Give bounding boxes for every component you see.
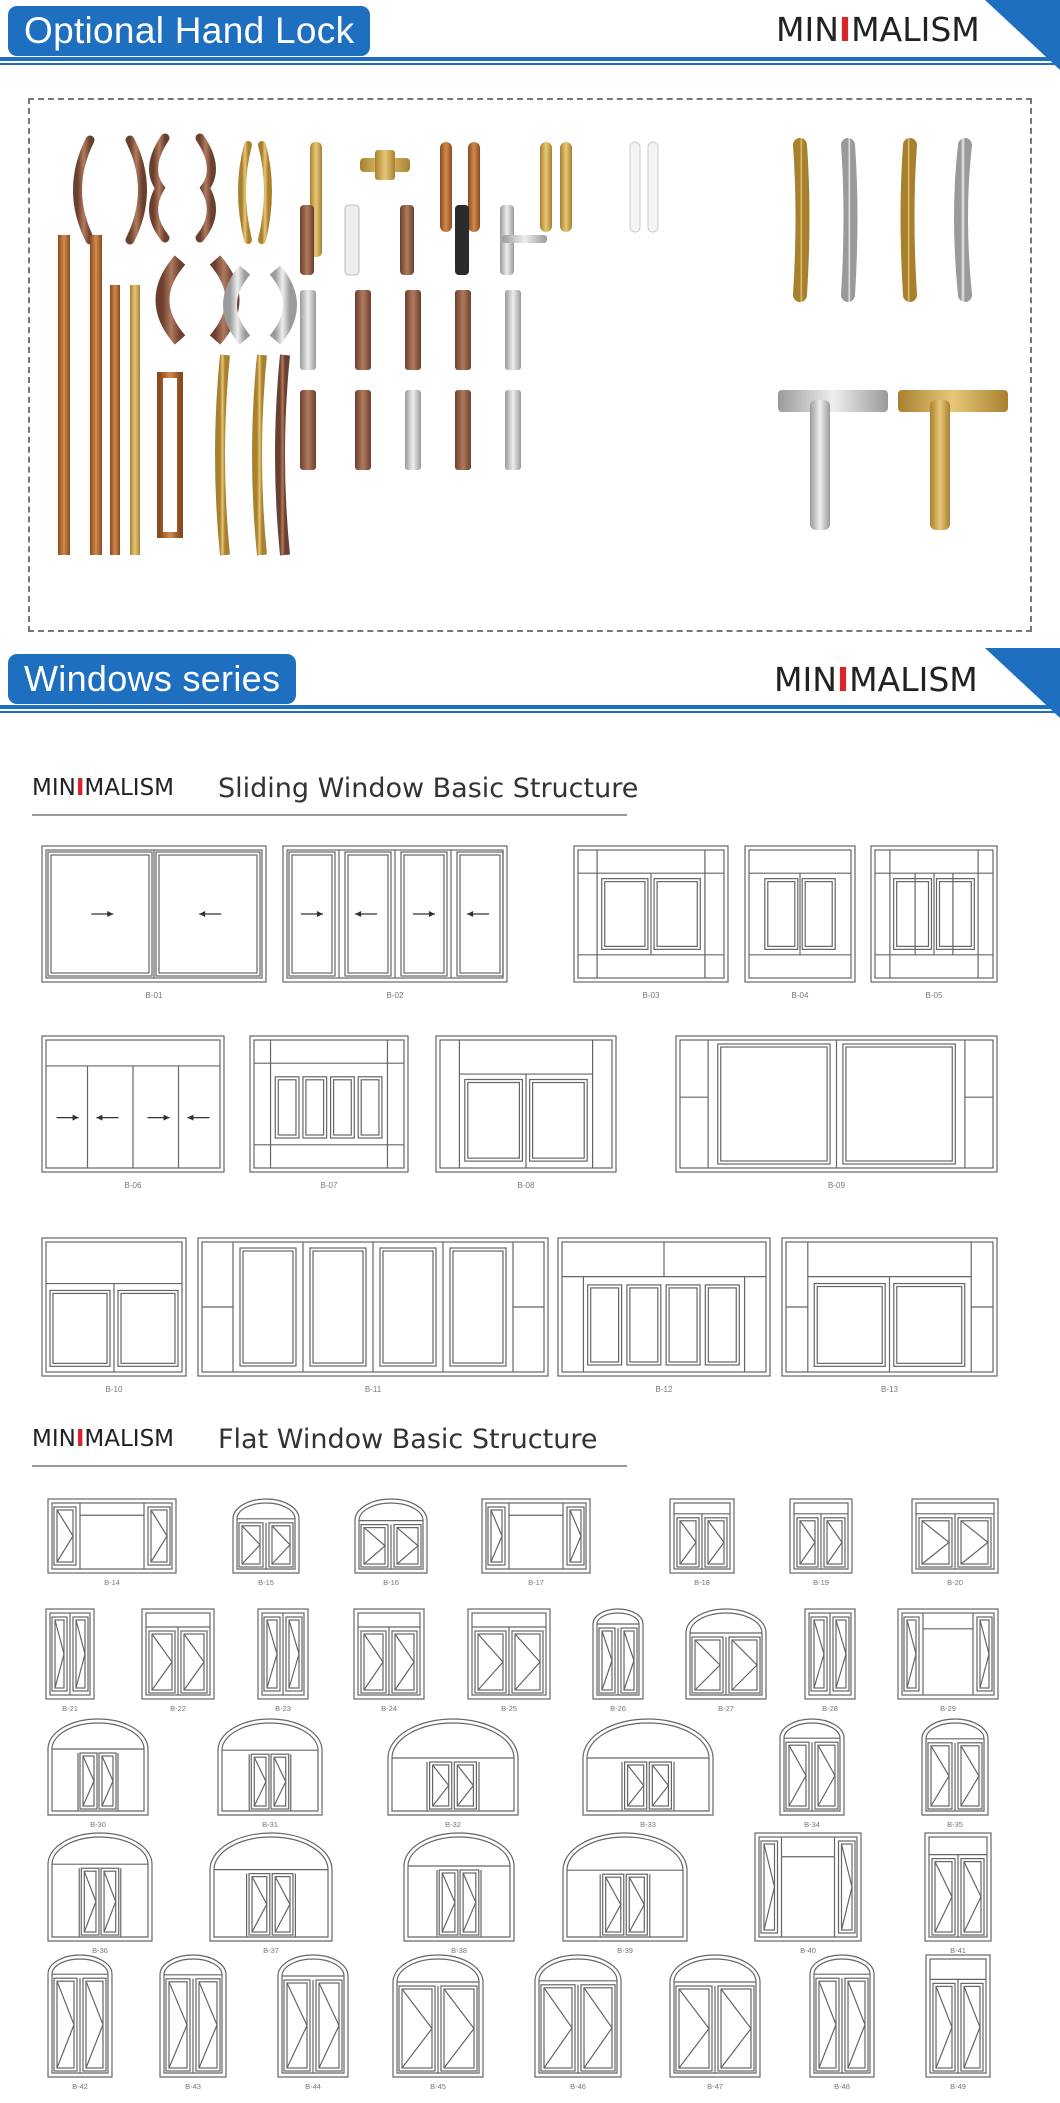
hand-lock-banner-title: Optional Hand Lock [8, 6, 370, 56]
sliding-window-B-12 [558, 1238, 770, 1394]
flat-window-B-26 [593, 1609, 643, 1713]
flat-window-B-23 [258, 1609, 308, 1713]
flat-code-label: B-44 [305, 2082, 321, 2091]
flat-window-B-31 [218, 1719, 322, 1829]
section-rule [32, 814, 627, 816]
flat-code-label: B-18 [694, 1578, 710, 1587]
flat-code-label: B-17 [528, 1578, 544, 1587]
flat-code-label: B-27 [718, 1704, 734, 1713]
banner-corner-triangle [985, 0, 1060, 70]
arch-handle-bronze [78, 138, 212, 240]
sliding-code-label: B-08 [517, 1181, 535, 1190]
flat-window-B-47 [670, 1955, 760, 2091]
flat-code-label: B-19 [813, 1578, 829, 1587]
section-rule [32, 1465, 627, 1467]
sliding-window-B-03 [574, 846, 728, 1000]
flat-window-B-33 [583, 1719, 713, 1829]
sliding-window-B-07 [250, 1036, 408, 1190]
sliding-code-label: B-02 [386, 991, 404, 1000]
flat-code-label: B-33 [640, 1820, 656, 1829]
flat-code-label: B-36 [92, 1946, 108, 1955]
flat-window-B-15 [233, 1499, 299, 1587]
flat-window-B-40 [755, 1833, 861, 1955]
flat-window-B-25 [468, 1609, 550, 1713]
flat-code-label: B-21 [62, 1704, 78, 1713]
handle-collage [30, 100, 1030, 630]
flat-window-B-20 [912, 1499, 998, 1587]
sliding-window-B-08 [436, 1036, 616, 1190]
flat-window-B-14 [48, 1499, 176, 1587]
sliding-code-label: B-10 [105, 1385, 123, 1394]
flat-code-label: B-16 [383, 1578, 399, 1587]
lever-plates-row-1 [300, 290, 553, 370]
tall-pull-bar-wood [58, 235, 140, 555]
flat-code-label: B-26 [610, 1704, 626, 1713]
flat-code-label: B-48 [834, 2082, 850, 2091]
flat-window-B-46 [535, 1955, 621, 2091]
flat-window-B-29 [898, 1609, 998, 1713]
flat-code-label: B-24 [381, 1704, 397, 1713]
sliding-code-label: B-09 [828, 1181, 845, 1190]
flat-code-label: B-35 [947, 1820, 963, 1829]
flat-code-label: B-32 [445, 1820, 461, 1829]
flat-code-label: B-41 [950, 1946, 966, 1955]
flat-code-label: B-49 [950, 2082, 966, 2091]
flat-window-B-44 [278, 1955, 348, 2091]
brand-logo: MINIMALISM [774, 660, 978, 699]
flat-code-label: B-23 [275, 1704, 291, 1713]
sliding-code-label: B-05 [925, 991, 943, 1000]
flat-window-B-27 [686, 1609, 766, 1713]
flat-window-B-17 [482, 1499, 590, 1587]
flat-window-B-38 [404, 1833, 514, 1955]
flat-window-B-41 [925, 1833, 991, 1955]
sliding-code-label: B-01 [145, 991, 163, 1000]
flat-window-B-43 [160, 1955, 226, 2091]
flat-code-label: B-15 [258, 1578, 274, 1587]
sliding-section-header [32, 770, 639, 810]
sliding-window-B-09 [676, 1036, 997, 1190]
flat-window-B-24 [354, 1609, 424, 1713]
flat-window-B-39 [563, 1833, 687, 1955]
sliding-code-label: B-07 [320, 1181, 338, 1190]
hand-lock-banner [0, 0, 1060, 74]
hand-lock-gallery [28, 98, 1032, 632]
flat-window-B-19 [790, 1499, 852, 1587]
flat-window-B-49 [926, 1955, 990, 2091]
flat-window-diagrams [0, 1483, 1060, 2103]
flat-section-header [32, 1421, 632, 1461]
sliding-code-label: B-13 [881, 1385, 898, 1394]
sliding-code-label: B-11 [364, 1385, 382, 1394]
window-handle-set [800, 145, 965, 295]
flat-code-label: B-28 [822, 1704, 838, 1713]
sliding-window-B-01 [42, 846, 266, 1000]
flat-window-B-16 [355, 1499, 427, 1587]
sliding-code-label: B-06 [124, 1181, 142, 1190]
flat-window-B-18 [670, 1499, 734, 1587]
casement-handles-large [778, 390, 1008, 530]
flat-code-label: B-42 [72, 2082, 88, 2091]
flush-handle-white [630, 142, 658, 232]
sliding-window-B-05 [871, 846, 997, 1000]
sliding-window-B-13 [782, 1238, 997, 1394]
windows-banner-title: Windows series [8, 654, 296, 704]
flat-window-B-21 [46, 1609, 94, 1713]
flat-window-B-30 [48, 1719, 148, 1829]
flat-section-title: Flat Window Basic Structure [218, 1424, 598, 1455]
flat-code-label: B-43 [185, 2082, 201, 2091]
flat-code-label: B-40 [800, 1946, 816, 1955]
flat-code-label: B-25 [501, 1704, 517, 1713]
sliding-window-B-11 [198, 1238, 548, 1394]
windows-banner [0, 648, 1060, 722]
flat-window-B-28 [805, 1609, 855, 1713]
banner-rule-thin [0, 63, 1060, 65]
flat-window-B-35 [922, 1719, 988, 1829]
flat-code-label: B-30 [90, 1820, 106, 1829]
flat-code-label: B-45 [430, 2082, 446, 2091]
flat-code-label: B-47 [707, 2082, 723, 2091]
flat-code-label: B-38 [451, 1946, 467, 1955]
sliding-window-B-06 [42, 1036, 224, 1190]
ladder-pull-handles [152, 355, 285, 555]
sliding-window-B-10 [42, 1238, 186, 1394]
flat-code-label: B-31 [262, 1820, 278, 1829]
pull-handle-gold [242, 145, 268, 240]
sliding-code-label: B-03 [642, 991, 660, 1000]
flat-code-label: B-29 [940, 1704, 956, 1713]
flat-window-B-36 [48, 1833, 152, 1955]
flat-code-label: B-22 [170, 1704, 186, 1713]
brand-logo-small: MINIMALISM [32, 1426, 175, 1452]
flat-window-B-37 [210, 1833, 332, 1955]
brand-logo: MINIMALISM [776, 10, 980, 49]
flat-code-label: B-34 [804, 1820, 820, 1829]
lever-plates-row-2 [300, 390, 553, 470]
sliding-code-label: B-12 [655, 1385, 673, 1394]
flush-handle-gold [540, 142, 572, 232]
banner-rule-thin [0, 711, 1060, 713]
flat-window-B-42 [48, 1955, 112, 2091]
sliding-code-label: B-04 [791, 991, 809, 1000]
flat-code-label: B-14 [104, 1578, 120, 1587]
banner-rule [0, 705, 1060, 709]
sliding-section-title: Sliding Window Basic Structure [218, 773, 639, 804]
banner-corner-triangle [985, 648, 1060, 718]
sliding-window-B-02 [283, 846, 507, 1000]
flat-window-B-45 [393, 1955, 483, 2091]
flat-window-B-22 [142, 1609, 214, 1713]
cylinder-lock-gold [360, 150, 410, 180]
flat-code-label: B-20 [947, 1578, 963, 1587]
sliding-window-B-04 [745, 846, 855, 1000]
flat-window-B-48 [810, 1955, 874, 2091]
flat-window-B-32 [388, 1719, 518, 1829]
c-handle-bronze [163, 260, 291, 340]
sliding-window-diagrams [0, 830, 1060, 1420]
flat-window-B-34 [780, 1719, 844, 1829]
brand-logo-small: MINIMALISM [32, 775, 175, 801]
flat-code-label: B-39 [617, 1946, 633, 1955]
flat-code-label: B-46 [570, 2082, 586, 2091]
flush-lock-row [300, 205, 547, 275]
flat-code-label: B-37 [263, 1946, 279, 1955]
banner-rule [0, 57, 1060, 61]
